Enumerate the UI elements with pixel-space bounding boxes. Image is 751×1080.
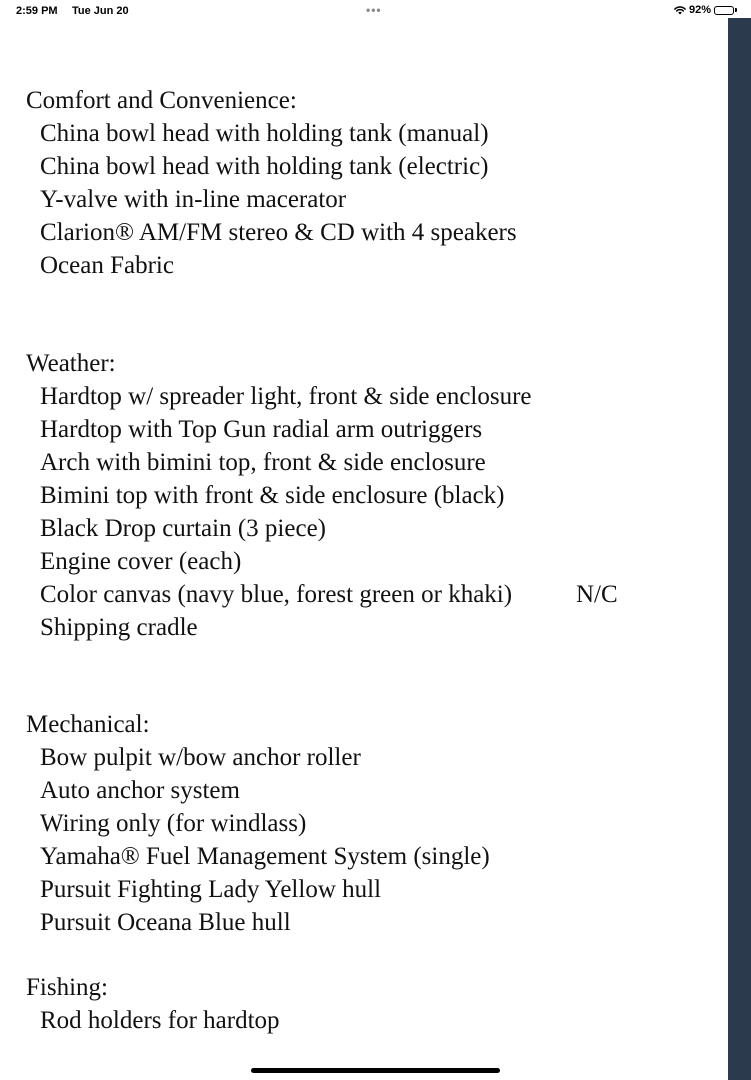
home-indicator[interactable]	[251, 1068, 500, 1073]
list-item: Color canvas (navy blue, forest green or khaki)	[40, 581, 513, 608]
section-heading-weather: Weather:	[26, 350, 116, 377]
list-item: Bimini top with front & side enclosure (black)	[40, 482, 505, 509]
list-item: Hardtop with Top Gun radial arm outriggers	[40, 416, 483, 443]
item-price: N/C	[576, 581, 618, 608]
list-item: Wiring only (for windlass)	[40, 810, 307, 837]
section-heading-fishing: Fishing:	[26, 974, 108, 1001]
battery-percent: 92%	[688, 4, 711, 16]
list-item: China bowl head with holding tank (electric)	[40, 153, 489, 180]
status-time: 2:59 PM	[16, 5, 58, 17]
multitasking-dots-icon[interactable]: •••	[366, 3, 382, 17]
list-item: Pursuit Fighting Lady Yellow hull	[40, 876, 382, 903]
list-item: Rod holders for hardtop	[40, 1007, 280, 1034]
list-item: Arch with bimini top, front & side enclosure	[40, 449, 486, 476]
list-item: Engine cover (each)	[40, 548, 242, 575]
section-heading-mechanical: Mechanical:	[26, 711, 150, 738]
status-right	[674, 4, 737, 16]
battery-icon	[714, 6, 737, 15]
list-item: Pursuit Oceana Blue hull	[40, 909, 291, 936]
list-item: Clarion® AM/FM stereo & CD with 4 speakers	[40, 219, 517, 246]
status-date: Tue Jun 20	[72, 5, 129, 17]
list-item: Auto anchor system	[40, 777, 240, 804]
status-bar	[0, 0, 751, 22]
side-panel-edge	[728, 18, 751, 1080]
wifi-icon	[674, 5, 686, 15]
list-item: Bow pulpit w/bow anchor roller	[40, 744, 361, 771]
list-item: Ocean Fabric	[40, 252, 174, 279]
list-item: Y-valve with in-line macerator	[40, 186, 347, 213]
list-item: Black Drop curtain (3 piece)	[40, 515, 326, 542]
section-heading-comfort: Comfort and Convenience:	[26, 87, 297, 114]
list-item: Yamaha® Fuel Management System (single)	[40, 843, 490, 870]
list-item: Shipping cradle	[40, 614, 198, 641]
list-item: China bowl head with holding tank (manual)	[40, 120, 489, 147]
list-item: Hardtop w/ spreader light, front & side enclosure	[40, 383, 532, 410]
